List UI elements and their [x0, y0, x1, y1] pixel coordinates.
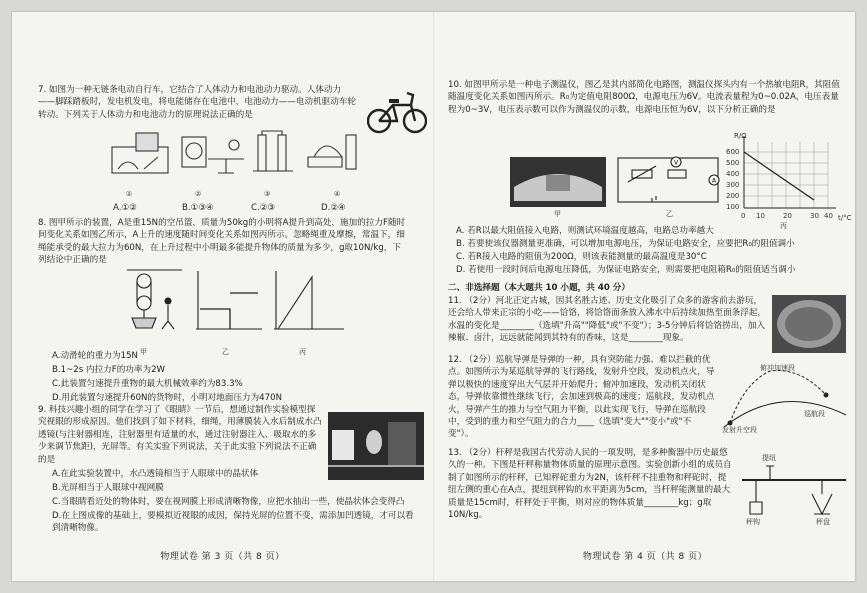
option-b[interactable]: B.①③④: [182, 203, 214, 213]
question-9-text: 9. 科技兴趣小组的同学在学习了《眼睛》一节后，想通过制作实验模型探究视眼的形成原因。他们找到了如下材料，细绳，用薄膜装入水后制成水凸透镜(与注射器相连，注射器里有适量的水，通过注射器注入、吸取水的多少来调节焦距)，光屏等。有关实验下列说法，关于此实验下列说法不正确的是: [38, 405, 322, 465]
option-a[interactable]: A.①②: [113, 203, 137, 213]
option-a[interactable]: A.动滑轮的重力为15N: [52, 351, 138, 361]
option-d[interactable]: D. 若使用一段时间后电源电压降低，为保证电路安全，则需要把电阻箱R₀的阻值适当调小: [456, 265, 796, 275]
trajectory-label-cruise: 巡航段: [804, 410, 825, 418]
question-8-text: 8. 图甲所示的装置，A是重15N的空吊篮，质量为50kg的小明将A提升到高处，施加的拉力F随时间变化关系如图乙所示，A上升的速度随时间变化关系如图丙所示。忽略绳重及摩擦，常温下，细绳能承受的最大拉力为60N，在上升过程中小明最多能提升物体的质量为多少，g取10N/kg，下列结论中正确的是: [38, 218, 406, 266]
graph-x-tick: 40: [824, 212, 833, 220]
option-a[interactable]: A.在此实验装置中，水凸透镜相当于人眼球中的晶状体: [52, 469, 259, 479]
option-b[interactable]: B. 若要使该仪器测量更准确，可以增加电源电压，为保证电路安全，应要把R₀的阻值调小: [456, 239, 795, 249]
trajectory-label-launch: 发射升空段: [722, 426, 757, 434]
option-a[interactable]: A. 若R以最大阻值接入电路，则测试环境温度越高，电路总功率越大: [456, 226, 714, 236]
option-d[interactable]: D.②④: [321, 203, 346, 213]
figure-label-2: ②: [195, 190, 202, 198]
option-d[interactable]: D.用此装置匀速提升60N的货物时，小明对地面压力为470N: [52, 393, 283, 403]
question-10-text: 10. 如图甲所示是一种电子测温仪，图乙是其内部简化电路图，测温仪探头内有一个热敏电阻R，其阻值随温度变化关系如图丙所示。R₀为定值电阻800Ω，电源电压为6V。电流表量程为0~0.02A，电压表量程为0~3V，电压表示数可以作为测温仪的示数，电源电压恒为6V，以下分析正确的是: [448, 80, 840, 115]
graph-y-tick: 400: [726, 170, 740, 178]
question-13-text: 13. （2分）杆秤是我国古代劳动人民的一项发明，是多种衡器中历史最悠久的一种。下图是杆秤称量物体质量的原理示意图。实验创新小组的成员自制了如图所示的杆秤，已知秤砣重力为2N，该杆秤不挂重物和秤砣时，提纽左侧的重心在A点，提纽到秤钩的水平距离为5cm，当杆秤能测量的最大质量是15cm时，杆秤处于平衡，则对应的物体质量________kg；g取10N/kg。: [448, 448, 732, 521]
graph-x-tick: 20: [783, 212, 792, 220]
graph-y-tick: 200: [726, 192, 740, 200]
option-c[interactable]: C.当眼睛看近处的物体时，要在视网膜上形成清晰物像，应把水抽出一些，使晶状体会变得凸: [52, 497, 405, 507]
pulley-and-graphs-figure: [122, 265, 352, 345]
circuit-diagram: [612, 152, 724, 216]
graph-x-tick: 30: [810, 212, 819, 220]
steelyard-label-pan: 秤盘: [816, 518, 830, 526]
figure-label-bing: 丙: [780, 222, 787, 230]
steelyard-label-hook: 秤钩: [746, 518, 760, 526]
figure-label-3: ③: [264, 190, 271, 198]
figure-label-yi: 乙: [222, 348, 229, 356]
section-2-heading: 二、非选择题（本大题共 10 小题，共 40 分）: [448, 283, 630, 293]
graph-y-tick: 600: [726, 148, 740, 156]
graph-y-tick: 100: [726, 203, 740, 211]
question-7-text: 7. 如图为一种无链条电动自行车，它结合了人体动力和电池动力驱动。人体动力——脚踩踏板时，发电机发电，将电能储存在电池中，电池动力——电动机驱动车轮转动。下列关于人体动力和电池动力的原理说法正确的是: [38, 85, 356, 120]
graph-x-tick: 10: [756, 212, 765, 220]
noodle-bowl-photo: [772, 295, 846, 353]
option-c[interactable]: C. 若R接入电路的阻值为200Ω，则该表能测量的最高温度是30°C: [456, 252, 707, 262]
question-11-text: 11. （2分）河北正定古城，因其名胜古迹、历史文化吸引了众多的游客前去游玩，还会给人带来正宗的小吃——饸饹，将饸饹面条放入沸水中后持续加热至面条浮起，水温的变化是________（选填"升高""降低"或"不变"）；3-5分钟后将饸饹捞出，加入辣椒、卤汁，远远就能闻到其特有的香味，这是________现象。: [448, 296, 766, 344]
lens-experiment-photo: [328, 412, 424, 480]
graph-y-label: R/Ω: [734, 132, 747, 140]
figure-label-1: ①: [126, 190, 133, 198]
figure-label-4: ④: [334, 190, 341, 198]
page-4: [433, 12, 856, 581]
graph-y-tick: 300: [726, 181, 740, 189]
thermometer-photo: [510, 157, 606, 207]
option-b[interactable]: B.光屏相当于人眼球中视网膜: [52, 483, 164, 493]
graph-y-tick: 500: [726, 159, 740, 167]
option-c[interactable]: C.②③: [251, 203, 276, 213]
option-c[interactable]: C.此装置匀速提升重物的最大机械效率约为83.3%: [52, 379, 243, 389]
page-4-footer: 物理试卷 第 4 页（共 8 页）: [582, 551, 708, 562]
svg-text:A: A: [712, 177, 717, 185]
figure-label-bing: 丙: [299, 348, 306, 356]
steelyard-label-knob: 提纽: [762, 454, 776, 462]
figure-label-jia: 甲: [140, 348, 147, 356]
question-12-text: 12. （2分）巡航导弹是导弹的一种，具有突防能力强、难以拦截的优点。如图所示为某巡航导弹的飞行路线，发射升空段，发动机点火，导弹以极快的速度穿出大气层并开始爬升；俯冲加速段，发动机关闭状态，导弹依靠惯性继续飞行，会加速到极高的速度；巡航段，发动机点火，导弹产生的推力与空气阻力平衡，以此实现飞行，导弹在巡航段中，受到的重力和空气阻力的合力____（选填"变大""变小"或"不变"）。: [448, 355, 715, 440]
svg-text:V: V: [674, 159, 679, 167]
graph-x-tick: 0: [741, 212, 746, 220]
figure-label-yi: 乙: [666, 210, 673, 218]
question-7-options-figures: [108, 129, 378, 189]
option-d[interactable]: D.在上图成像的基础上，要模拟近视眼的成因，保持光屏的位置不变，需添加凹透镜，才可以看到清晰物像。: [52, 511, 414, 534]
figure-label-jia: 甲: [554, 210, 561, 218]
option-b[interactable]: B.1~2s 内拉力F的功率为2W: [52, 365, 166, 375]
trajectory-label-dive: 俯冲加速段: [760, 364, 795, 372]
graph-x-label: t/°C: [838, 214, 852, 222]
page-3: [12, 12, 433, 581]
exam-sheet: [12, 12, 855, 581]
resistance-temperature-graph: [722, 130, 852, 220]
page-3-footer: 物理试卷 第 3 页（共 8 页）: [160, 551, 285, 562]
